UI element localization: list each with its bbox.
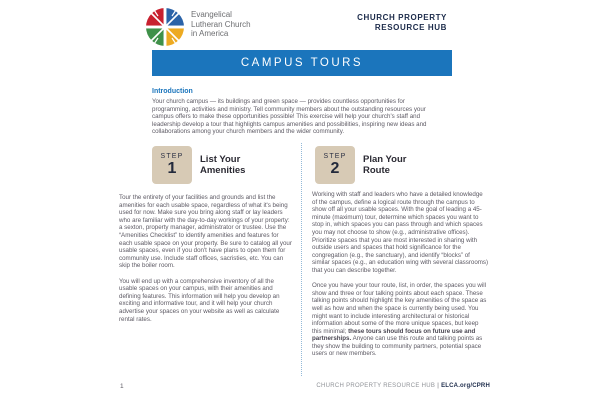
step-2-title-line2: Route [363, 165, 390, 176]
footer-link[interactable]: ELCA.org/CPRH [441, 383, 490, 389]
step-1-title [200, 154, 245, 176]
step-2-title [363, 154, 406, 176]
step-1-section [119, 146, 293, 331]
elca-emblem-icon [145, 7, 185, 47]
step-1-header [152, 146, 293, 184]
column-divider [301, 143, 302, 376]
step-2-header [315, 146, 489, 184]
page-title: CAMPUS TOURS [240, 57, 364, 69]
title-banner [152, 50, 452, 76]
footer-hub-label: CHURCH PROPERTY RESOURCE HUB [316, 383, 436, 389]
step-2-body [312, 191, 489, 358]
step-2-paragraph-2-text: Once you have your tour route, list, in order, the spaces you will show and three or four talking points about each space. These talking points should highlight the key amenities of the space as well as how and when the space is currently being used. You might want to include interesting architectural or historical information about some of the more unique spaces, but keep this minimal; [312, 282, 487, 335]
step-1-badge [152, 146, 192, 184]
intro-heading: Introduction [152, 88, 193, 95]
step-2-badge-label: STEP [323, 153, 347, 160]
step-1-title-line1: List Your [200, 154, 241, 165]
intro-section [152, 88, 428, 136]
step-1-paragraph-1: Tour the entirety of your facilities and grounds and list the amenities for each usable space, regardless of what it's being used for now. Make sure you bring along staff or lay leaders who are familiar with the day-to-day workings of your property: a sexton, property manager, administrator or trustee. Use the “Amenities Checklist” to identify amenities and features for each usable space on your property. Be sure to catalog all your usable spaces, even if you don't have plans to open them for community use. Include staff offices, sacristies, etc. You can skip the boiler room. [119, 194, 292, 270]
step-2-paragraph-2 [312, 282, 489, 358]
org-name-line3: in America [191, 29, 229, 38]
org-name-line1: Evangelical [191, 10, 232, 19]
step-2-paragraph-2-bold: these tours should focus on future use and partnerships. [312, 327, 476, 343]
footer-separator: | [437, 383, 440, 389]
intro-paragraph: Your church campus — its buildings and green space — provides countless opportunities for programming, activities and ministry. Tell community members about the outstanding resources your campus offers to make these opportunities possible! This exercise will help your church's staff and leadership develop a tour that highlights campus amenities and possibilities, inspiring new ideas and collaborations among your church members and the wider community. [152, 98, 427, 136]
step-1-badge-number: 1 [167, 160, 177, 177]
hub-title-line2: RESOURCE HUB [374, 23, 447, 32]
step-2-title-line1: Plan Your [363, 154, 407, 165]
org-name-line2: Lutheran Church [191, 19, 251, 29]
hub-title-line1: CHURCH PROPERTY [357, 13, 447, 22]
footer [316, 383, 490, 389]
step-2-section [312, 146, 489, 366]
page-number: 1 [120, 383, 124, 390]
org-name [191, 10, 251, 39]
step-2-badge-number: 2 [330, 160, 340, 177]
step-2-badge [315, 146, 355, 184]
step-1-title-line2: Amenities [200, 165, 246, 176]
step-2-paragraph-1: Working with staff and leaders who have a detailed knowledge of the campus, define a logical route through the campus to show off all your usable spaces. With the goal of leading a 45-minute (maximum) tour, determine which spaces you want to stop in, which spaces you can pass through and which spaces you may not choose to show (e.g., administrative offices). Prioritize spaces that you are most interested in sharing with outside users and spaces that hold significance for the congregation (e.g., the sanctuary), and identify “blocks” of similar spaces (e.g., an education wing with several classrooms) that you can describe together. [312, 191, 489, 274]
step-1-badge-label: STEP [160, 153, 184, 160]
elca-logo [145, 7, 251, 47]
hub-title [357, 13, 447, 33]
step-1-body [119, 194, 293, 323]
step-2-paragraph-2-after: Anyone can use this route and talking points as they show the building to community partners, potential space users or new members. [312, 335, 483, 358]
step-1-paragraph-2: You will end up with a comprehensive inventory of all the usable spaces on your campus, with their amenities and defining features. This information will help you develop an exciting and informative tour, and it will help your church advertise your spaces on your website as well as calculate rental rates. [119, 277, 280, 323]
